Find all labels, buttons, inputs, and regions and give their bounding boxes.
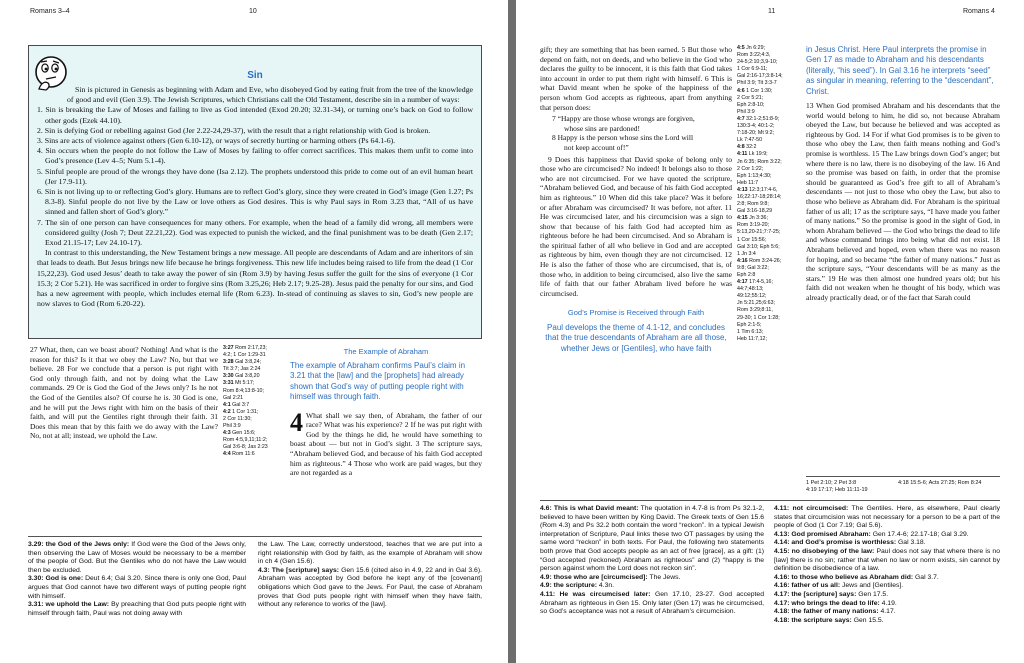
footnote-ref: 4:18 15:5-6; Acts 27:25; Rom 8:24 [898,480,982,486]
abraham-text: What shall we say then, of Abraham, the father of our race? What was his experience? 2 If he was put right with God by the things he did, he would have something to boast about — but not in God’s sight. 3 The scripture says, “Abraham believed God, and because of his faith God accepted him as righteous.” 4 Those who work are paid wages, but they are not regarded as a [290,410,482,478]
study-note-body: Gen 17.10, 23-27. God accepted Abraham as righteous in Gen 15. Only later (Gen 17) was he circumcised, so God’s acceptance was not a result of Abraham’s circumcision. [540,590,764,616]
cross-reference-line [737,237,799,244]
cross-reference-text: 4:2; 1 Cor 1:29-31 [223,352,266,359]
study-note-body: By preaching that God puts people right with himself through faith, Paul was not doing away with [28,601,246,617]
running-header-left: Romans 3–4 [30,8,70,15]
scripture-paragraph: 9 Does this happiness that David spoke of belong only to those who are circumcised? No indeed! It belongs also to those who are not circumcised. For we have quoted the scripture, “Abraham believed God, and because of his faith God accepted him as righteous.” 10 When did this take place? Was it before or after Abraham was circumcised? It was before, not after. 11 He was circumcised later, and his circumcision was a sign to show that because of his faith God had accepted him as righteous before he had been circumcised. And so Abraham is the spiritual father of all who believe in God and are accepted as righteous by him, even though they are not circumcised. 12 He is also the father of those who are circumcised, that is, of those who, in addition to being circumcised, also live the same life of faith that our father Abraham lived before he was circumcised. [540,154,732,298]
cross-reference-line [737,194,799,201]
sin-box-item: 2. Sin is defying God or rebelling against God (Jer 2.22-24,29-37), with the result that a right relationship with God is broken. [37,125,431,135]
study-note-body: 4.19. [879,599,897,607]
study-note [258,541,482,567]
sin-box-item: 7. The sin of one person can have consequences for many others. For example, when the head of a family did wrong, all members were considered guilty (Josh 7; Deut 22.21,22). God was expected to punish the wicked, and the final punishment was to be death (Gen 2.17; Exod 21.15-17; Lev 24.10-17). [37,217,473,248]
study-note-body: Paul does not say that where there is no [law] there is no sin; rather that when no law or norm exists, sin cannot by definition be disobedience of a law. [774,547,1000,573]
study-note [774,608,1000,617]
sin-box-list [37,105,473,248]
cross-reference-line [737,52,799,59]
cross-reference-line [223,373,287,380]
footnote-ref: 4:19 17:17; Heb 11:11-19 [806,487,868,494]
cross-references-left [223,345,287,459]
study-note [774,548,1000,574]
cross-reference-line [223,380,287,387]
cross-reference-line [737,59,799,66]
study-note-body: The quotation in 4.7-8 is from Ps 32.1-2, believed to have been written by King David. The Greek texts of Gen 15.6 (Rom 4.3) and Ps 32.2 both contain the word “reckon”. In a typical Jewish interpretation of Scripture, Paul links these two OT passages by using the same word “reckon” in both texts. For Paul, the following two statements both prove that God accepts people as an act of free [grace], as a gift: (1) “God accepted (reckoned) Abraham as righteous” and (2) “happy is the person against whom the Lord does not reckon sin”. [540,505,764,573]
study-note-body: the Law. The Law, correctly understood, teaches that we are put into a right relationship with God by faith, as the example of Abraham will show in ch 4 (Gen 15.6). [258,541,482,566]
sin-box-item: 3. Sins are acts of violence against others (Gen 6.10-12), or ways of secretly hurting or harming others (Ps 64.1-6). [37,136,396,146]
footnote-references [806,480,1000,494]
cross-reference-verse: 4:13 [737,186,748,193]
cross-reference-text: 24-5;2:10;3,9-10; [737,59,778,66]
cross-reference-text: Gal 3:8,24; [235,359,262,366]
cross-reference-line [737,187,799,194]
cross-reference-line [223,388,287,395]
abraham-section [290,345,482,478]
cross-reference-text: Phil 3:9 [223,423,241,430]
footnote-ref: 1 Pet 2:10; 2 Pet 3:8 [806,480,857,486]
study-notes-left-col2 [258,541,482,610]
sin-box-item: 5. Sinful people are proud of the wrongs they have done (Isa 2.12). The prophets understood this pride to come out of an evil human heart (Jer 17.9-11). [37,166,473,186]
cross-reference-line [223,444,287,451]
study-note [774,574,1000,583]
cross-reference-text: Gal 2:21 [223,394,244,401]
cross-reference-line [223,359,287,366]
cross-reference-text: 7:18-20; Mt 9:2; [737,130,775,137]
cross-reference-text: Phil 3:9 [737,108,755,115]
cross-reference-verse: 4:7 [737,115,745,122]
cross-reference-text: Lk 7:47-50 [737,137,763,144]
cross-reference-verse: 3:28 [223,359,234,366]
cross-reference-line [737,222,799,229]
cross-reference-line [737,130,799,137]
cross-reference-text: 12:3;17:4-6, [749,186,778,193]
cross-reference-text: Rom 2:17,23; [235,345,267,351]
cross-reference-text: Rom 3:19-20; [737,222,770,229]
cross-reference-verse: 3:30 [223,373,234,380]
cross-reference-verse: 4:3 [223,430,231,437]
study-note-body: The Jews. [647,573,681,581]
study-note-lemma: 4.16: to those who believe as Abraham did: [774,573,914,581]
cross-reference-text: 44:7;48:13; [737,286,764,293]
cross-reference-text: Jn 5:21,25;6:63; [737,300,775,307]
cross-reference-text: 49:12;55:12; [737,293,767,300]
study-note-body: The Gentiles. Here, as elsewhere, Paul clearly states that circumcision was not necessary for a person to be a part of the people of God (1 Cor 7.19; Gal 5.6). [774,505,1000,530]
cross-reference-text: 1 Cor 1:31; [232,408,259,415]
scripture-text-4-13: 13 When God promised Abraham and his descendants that the world would belong to him, he did so, not because Abraham obeyed the Law, but because he believed and was accepted as righteous by God. 14 For if what God promises is to be given to those who obey the Law, then faith means nothing and God’s promise is worthless. 15 The Law brings down God’s anger; but where there is no law, there is no disobeying of the law. 16 And so the promise was based on faith, in order that the promise should be guaranteed as God’s free gift to all of Abraham’s descendants — not just to those who obey the Law, but also to those who believe as Abraham did. For Abraham is the spiritual father of us all; 17 as the scripture says, “I have made you father of many nations.” So the promise is good in the sight of God, in whom Abraham believed — the God who brings the dead to life and whose command brings into being what did not exist. 18 Abraham believed and hoped, even when there was no reason for hoping, and so became “the father of many nations.” Just as the scripture says, “Your descendants will be as many as the stars.” 19 He was then almost one hundred years old; but his faith did not weaken when he thought of his body, which was already practically dead, or of the fact that Sarah could [806,101,1000,302]
cross-reference-verse: 4:16 [737,257,748,264]
cross-reference-text: Heb 11:7,12; [737,335,767,342]
psalm-line: 7 “Happy are those whose wrongs are forgiven, [552,114,695,124]
study-note [540,582,764,591]
cross-reference-text: Eph 1:13;4:30; [737,172,772,179]
study-note-lemma: 4.9: those who are [circumcised]: [540,573,648,581]
cross-reference-text: 5:13,20-21;7:7-25; [737,229,781,236]
sin-box-intro: Sin is pictured in Genesis as beginning with Adam and Eve, who disobeyed God by eating fruit from the tree of the knowledge of good and evil (Gen 3.9). The Jewish Scriptures, which Christians call the Old Testament, describe sin in a number of ways: [67,85,473,105]
abraham-heading: The Example of Abraham [343,347,429,356]
cross-reference-line [737,123,799,130]
cross-reference-text: Jn 6:35; Rom 3:22; [737,158,782,165]
study-note-body: Jews and [Gentiles]. [840,582,904,590]
cross-reference-text: Gen 15:6; [232,430,256,437]
study-notes-right-col2 [774,505,1000,625]
cross-reference-text: Gal 3:8,20 [235,373,260,380]
cross-reference-text: 1 Cor 1:30; [746,87,773,94]
cross-reference-line [737,244,799,251]
cross-reference-text: Heb 11:7 [737,179,759,186]
sin-box-item: 4. Sin occurs when the people do not follow the Law of Moses by failing to offer correct sacrifices. This makes them unfit to come into God’s presence (Lev 4–5; Num 5.1-4). [37,146,473,166]
study-note-body: Gal 3.18. [896,539,926,547]
cross-reference-text: Rom 11:6 [232,451,255,458]
cross-reference-verse: 4:5 [737,45,745,51]
study-note-body: Gen 17.4-6; 22.17-18; Gal 3.29. [870,530,969,538]
cross-reference-line [223,451,287,458]
cross-reference-line [737,109,799,116]
study-note-lemma: 3.29: the God of the Jews only: [28,541,130,548]
cross-reference-line [737,286,799,293]
cross-reference-text: 2 Cor 5:21; [737,94,764,101]
study-note-lemma: 4.13: God promised Abraham: [774,530,871,538]
cross-reference-line [737,307,799,314]
cross-reference-line [737,159,799,166]
study-note [540,574,764,583]
cross-reference-line [737,322,799,329]
study-note [28,541,246,575]
study-note [774,591,1000,600]
cross-reference-line [737,45,799,52]
cross-reference-line [737,229,799,236]
cross-reference-text: 2:8; Rom 9:8; [737,201,769,208]
study-note [540,505,764,574]
cross-reference-line [223,409,287,416]
cross-reference-line [737,116,799,123]
cross-reference-text: 32:2 [746,144,757,151]
chapter-number: 4 [290,407,303,437]
cross-reference-text: 17:4-5,16; [749,279,773,286]
cross-reference-line [223,402,287,409]
cross-reference-line [737,293,799,300]
study-note-lemma: 4.18: the scripture says: [774,616,852,624]
study-note-lemma: 4.11: not circumcised: [774,505,849,512]
cross-reference-text: 130:3-4; 40:1-2; [737,123,775,130]
study-note [774,531,1000,540]
sin-box-title: Sin [247,70,263,81]
cross-reference-line [737,215,799,222]
scripture-text-4-4 [540,45,732,354]
cross-reference-text: Gal 3:7 [232,401,250,408]
psalm-line: whose sins are pardoned! [564,123,641,133]
cross-references-right [737,45,799,343]
cross-reference-line [737,315,799,322]
study-note-lemma: 4.11: He was circumcised later: [540,590,651,598]
promise-heading: God’s Promise is Received through Faith [567,308,705,318]
cross-reference-text: Rom 8:4;13:8-10; [223,387,264,394]
cross-reference-text: Rom 4:5,9,11;11:2; [223,437,268,444]
study-note [28,601,246,618]
abraham-intro: The example of Abraham confirms Paul’s claim in 3.21 that the [law] and the [prophets] had already shown that God’s way of putting people right with himself was through faith. [290,361,466,402]
cross-reference-line [223,416,287,423]
cross-reference-line [737,208,799,215]
sin-sidebar-box [28,45,482,339]
cross-reference-verse: 4:6 [737,87,745,94]
cross-reference-text: Gal 3:6-8; Jas 2:23 [223,444,268,451]
cross-reference-line [737,258,799,265]
right-page [516,0,1024,663]
cross-reference-line [223,423,287,430]
study-note-body: Gal 3.7. [913,573,939,581]
cross-reference-text: Rom 3:22;4:3, [737,52,771,59]
cross-reference-text: Mt 5:17; [235,380,255,387]
notes-divider [28,536,482,537]
cross-reference-text: 1 Tim 6:13; [737,328,764,335]
cross-reference-text: 16;22:17-18;28:14; [737,193,782,200]
sin-box-item: 6. Sin is not living up to or reflecting God’s glory. Humans are to reflect God’s glory, since they were created in God’s image (Gen 1.27; Ps 8.3-8). Sinful people do not live by the Law or love others as God desires. This is why Paul says in Rom 3.23 that, “All of us have sinned and fallen short of God’s glory.” [37,187,473,217]
study-note-lemma: 4.14: and God’s promise is worthless: [774,539,897,547]
cross-reference-verse: 3:27 [223,345,234,351]
cross-reference-verse: 4:4 [223,451,231,458]
study-note [774,617,1000,626]
cross-reference-text: 1 Jn 3:4 [737,250,756,257]
left-page [0,0,508,663]
cross-reference-text: Jn 6:29; [746,45,765,51]
sin-box-closing: In contrast to this understanding, the New Testament brings a new message. All people are descendants of Adam and are inheritors of sin that leads to death. But Jesus brings new life because he brings forgiveness. This new life includes being raised to life from the dead (1 Cor 15,22,23). God used Jesus’ death to take away the power of sin (Rom 3.9) by having Jesus suffer the guilt for the sins of everyone (1 Cor 15.3; 2 Cor 5.21). He was sacrificed in order to forgive sins (Rom 3.25,26; Heb 2.17; 9.25-28). Jesus paid the penalty for our sins, and God has a new agreement with people, which includes eternal life (Rom 6.23). In-stead of continuing as slaves to sin, God’s new people are now slaves to God (Rom 6.20-22). [37,248,473,309]
cross-reference-line [737,265,799,272]
scripture-text-3-27: 27 What, then, can we boast about? Nothing! And what is the reason for this? Is it that we obey the Law? No, but that we believe. 28 For we conclude that a person is put right with God only through faith, and not by doing what the Law commands. 29 Or is God the God of the Jews only? Is he not the God of the Gentiles also? Of course he is. 30 God is one, and he will put the Jews right with him on the basis of their faith, and will put the Gentiles right through their faith. 31 Does this mean that by this faith we do away with the Law? No, not at all; instead, we uphold the Law. [30,345,218,441]
cross-reference-line [737,137,799,144]
cross-reference-text: 1 Cor 15:56; [737,236,767,243]
promise-intro: Paul develops the theme of 4.1-12, and concludes that the true descendants of Abraham are all those, whether Jews or [Gentiles], who have faith [545,323,727,353]
cross-reference-text: 32:1-2;51:8-9; [746,115,780,122]
cross-reference-text: 29-30; 1 Cor 1:28; [737,314,780,321]
cross-reference-text: 2 Cor 11:30; [223,415,252,422]
study-note-body: If God were the God of the Jews only, then observing the Law of Moses would be necessary to be a member of the people of God. But the Gentiles who do not have the Law would then be excluded. [28,541,246,574]
study-note-body: 4.3n. [597,582,615,590]
cross-reference-line [223,345,287,352]
page-number-left: 10 [249,8,257,15]
cross-reference-line [737,251,799,258]
cross-reference-line [737,144,799,151]
study-note-body: 4.17. [878,608,896,616]
cross-reference-line [737,95,799,102]
cross-reference-line [223,366,287,373]
sin-box-item: 1. Sin is breaking the Law of Moses and failing to live as God intended (Exod 20.20; 32.31-34), or turning one’s back on God to follow other gods (Ezek 44.10). [37,105,473,125]
study-note-body: Gen 15.6 (cited also in 4.9, 22 and in Gal 3.6). Abraham was accepted by God before he kept any of the [covenant] obligations which God gave to the Jews. For Paul, the case of Abraham proves that God puts people right with himself when they have faith, without any reference to works of the [law]. [258,566,482,609]
cross-reference-text: Gal 3:10; Eph 5:6; [737,243,780,250]
cross-reference-line [737,329,799,336]
cross-reference-text: Eph 2:8 [737,272,756,278]
promise-intro-continued: in Jesus Christ. Here Paul interprets the promise in Gen 17 as made to Abraham and his descendants (literally, “his seed”). In Gal 3.16 he interprets “seed” as singular in meaning, referring to the “descendant”, Christ. [806,45,994,96]
cross-reference-verse: 4:15 [737,215,748,222]
cross-reference-verse: 4:1 [223,401,231,408]
cross-reference-verse: 4:2 [223,408,231,415]
study-note [28,575,246,601]
notes-divider [540,500,1000,501]
psalm-line: not keep account of!” [564,142,629,152]
cross-reference-line [737,201,799,208]
cross-reference-line [737,66,799,73]
cross-reference-line [223,352,287,359]
cross-reference-line [223,430,287,437]
cross-reference-line [737,166,799,173]
study-note-lemma: 3.30: God is one: [28,575,84,583]
cross-reference-text: 2 Cor 1:22; [737,165,764,172]
scripture-paragraph: gift; they are something that has been earned. 5 But those who depend on faith, not on deeds, and who believe in the God who declares the guilty to be innocent, it is this faith that God takes into account in order to put them right with himself. 6 This is what David meant when he spoke of the happiness of the person whom God accepts as righteous, apart from anything that person does: [540,45,732,112]
psalm-quote [552,114,732,152]
study-note-lemma: 4.17: who brings the dead to life: [774,599,880,607]
cross-reference-text: Rom 3:24-26; [749,257,782,264]
cross-reference-text: Eph 2:8-10; [737,101,765,108]
cross-reference-text: Gal 2:16-17;3:8-14; [737,73,783,80]
cross-reference-line [737,173,799,180]
cross-reference-line [737,102,799,109]
cross-reference-line [223,395,287,402]
cross-reference-text: Jn 3:36; [749,215,768,222]
study-note-lemma: 4.9: the scripture: [540,582,598,590]
study-note [774,505,1000,531]
cross-reference-verse: 4:17 [737,279,748,286]
cross-reference-line [737,272,799,279]
cross-reference-line [737,73,799,80]
cross-reference-text: Phil 3:9; Tit 3:3-7 [737,80,777,87]
cross-reference-line [737,279,799,286]
cross-reference-line [737,151,799,158]
study-note-lemma: 3.31: we uphold the Law: [28,601,110,609]
cross-reference-line [737,88,799,95]
right-column-2 [806,45,1000,303]
study-note-body: Deut 6.4; Gal 3.20. Since there is only one God, Paul argues that God cannot have two different ways of putting people right with himself. [28,575,246,600]
page-number-right: 11 [768,8,776,15]
study-note-lemma: 4.17: the [scripture] says: [774,590,857,598]
cross-reference-text: Gal 3:16-18,29 [737,208,773,215]
cross-reference-text: Lk 19:9; [748,151,768,158]
psalm-line: 8 Happy is the person whose sins the Lord will [552,133,694,143]
study-note-lemma: 4.15: no disobeying of the law: [774,547,875,555]
study-note-body: Gen 17.5. [856,590,889,598]
study-note-lemma: 4.18: the father of many nations: [774,608,879,616]
study-note [774,539,1000,548]
cross-reference-verse: 4:8 [737,144,745,151]
study-note [258,567,482,610]
cross-reference-text: Rom 3:29;8:11, [737,307,773,314]
cross-reference-text: Eph 2:1-5; [737,321,762,328]
study-note [774,600,1000,609]
cross-reference-line [737,300,799,307]
cross-reference-verse: 4:11 [737,151,748,158]
footnote-divider [806,476,1000,477]
cross-reference-text: Tit 3:7; Jas 2:24 [223,366,261,373]
study-notes-left-col1 [28,541,246,618]
cross-reference-text: 1 Cor 6:9-11; [737,66,768,73]
study-note-lemma: 4.16: father of us all: [774,582,841,590]
cross-reference-line [223,437,287,444]
cross-reference-text: 9:8; Gal 3:22; [737,264,769,271]
cross-reference-verse: 3:31 [223,380,234,387]
study-note-lemma: 4.3: The [scripture] says: [258,566,340,574]
study-note-body: Gen 15.5. [851,616,884,624]
study-note [540,591,764,617]
cross-reference-line [737,80,799,87]
cross-reference-line [737,180,799,187]
running-header-right: Romans 4 [963,8,995,15]
study-notes-right-col1 [540,505,764,617]
study-note [774,582,1000,591]
cross-reference-line [737,336,799,343]
study-note-lemma: 4.6: This is what David meant: [540,505,639,512]
